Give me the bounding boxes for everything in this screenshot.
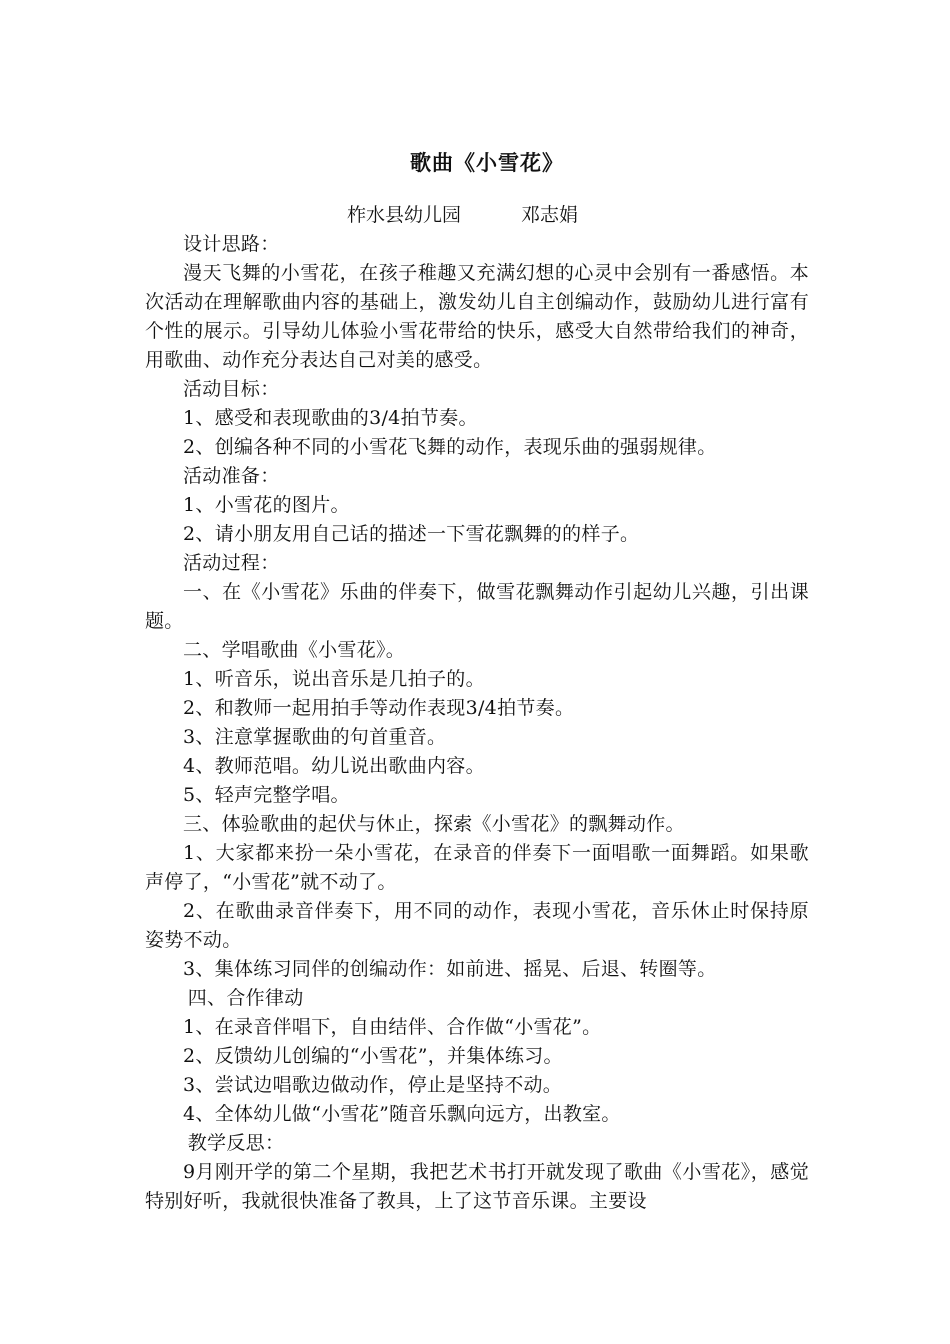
- process-step-3-item-2: 2、在歌曲录音伴奏下，用不同的动作，表现小雪花，音乐休止时保持原姿势不动。: [145, 900, 809, 951]
- process-step-4: 四、合作律动: [187, 987, 304, 1009]
- author-line: [145, 200, 809, 230]
- process-step-3-item-3: 3、集体练习同伴的创编动作：如前进、摇晃、后退、转圈等。: [183, 958, 717, 980]
- process-step-2-item-4: 4、教师范唱。幼儿说出歌曲内容。: [183, 755, 485, 777]
- goal-item-1: 1、感受和表现歌曲的3/4拍节奏。: [183, 407, 478, 429]
- process-step-2: 二、学唱歌曲《小雪花》。: [183, 639, 406, 661]
- process-step-4-item-2: 2、反馈幼儿创编的“小雪花”，并集体练习。: [183, 1045, 563, 1067]
- process-step-2-item-3: 3、注意掌握歌曲的句首重音。: [183, 726, 447, 748]
- author-name: 邓志娟: [521, 204, 579, 226]
- process-step-3-item-1: 1、大家都来扮一朵小雪花，在录音的伴奏下一面唱歌一面舞蹈。如果歌声停了，“小雪花”就不动了。: [145, 842, 809, 893]
- process-step-2-item-1: 1、听音乐，说出音乐是几拍子的。: [183, 668, 485, 690]
- heading-teaching-reflection: 教学反思：: [187, 1132, 285, 1154]
- paragraph-design-idea: 漫天飞舞的小雪花，在孩子稚趣又充满幻想的心灵中会别有一番感悟。本次活动在理解歌曲内容的基础上，激发幼儿自主创编动作，鼓励幼儿进行富有个性的展示。引导幼儿体验小雪花带给的快乐，感受大自然带给我们的神奇，用歌曲、动作充分表达自己对美的感受。: [145, 262, 809, 371]
- heading-design-idea: 设计思路：: [183, 233, 280, 255]
- process-step-1: 一、在《小雪花》乐曲的伴奏下，做雪花飘舞动作引起幼儿兴趣，引出课题。: [145, 581, 809, 632]
- process-step-2-item-2: 2、和教师一起用拍手等动作表现3/4拍节奏。: [183, 697, 575, 719]
- process-step-2-item-5: 5、轻声完整学唱。: [183, 784, 350, 806]
- heading-activity-process: 活动过程：: [183, 552, 280, 574]
- process-step-4-item-1: 1、在录音伴唱下，自由结伴、合作做“小雪花”。: [183, 1016, 602, 1038]
- heading-activity-prep: 活动准备：: [183, 465, 280, 487]
- document-title: 歌曲《小雪花》: [410, 150, 564, 175]
- paragraph-teaching-reflection: 9月刚开学的第二个星期，我把艺术书打开就发现了歌曲《小雪花》，感觉特别好听，我就很快准备了教具，上了这节音乐课。主要设: [145, 1161, 809, 1212]
- prep-item-1: 1、小雪花的图片。: [183, 494, 350, 516]
- process-step-3: 三、体验歌曲的起伏与休止，探索《小雪花》的飘舞动作。: [183, 813, 685, 835]
- prep-item-2: 2、请小朋友用自己话的描述一下雪花飘舞的的样子。: [183, 523, 640, 545]
- school-name: 柞水县幼儿园: [347, 204, 462, 226]
- goal-item-2: 2、创编各种不同的小雪花飞舞的动作，表现乐曲的强弱规律。: [183, 436, 717, 458]
- process-step-4-item-3: 3、尝试边唱歌边做动作，停止是坚持不动。: [183, 1074, 563, 1096]
- process-step-4-item-4: 4、全体幼儿做“小雪花”随音乐飘向远方，出教室。: [183, 1103, 621, 1125]
- heading-activity-goals: 活动目标：: [183, 378, 280, 400]
- document-page: [145, 148, 809, 1216]
